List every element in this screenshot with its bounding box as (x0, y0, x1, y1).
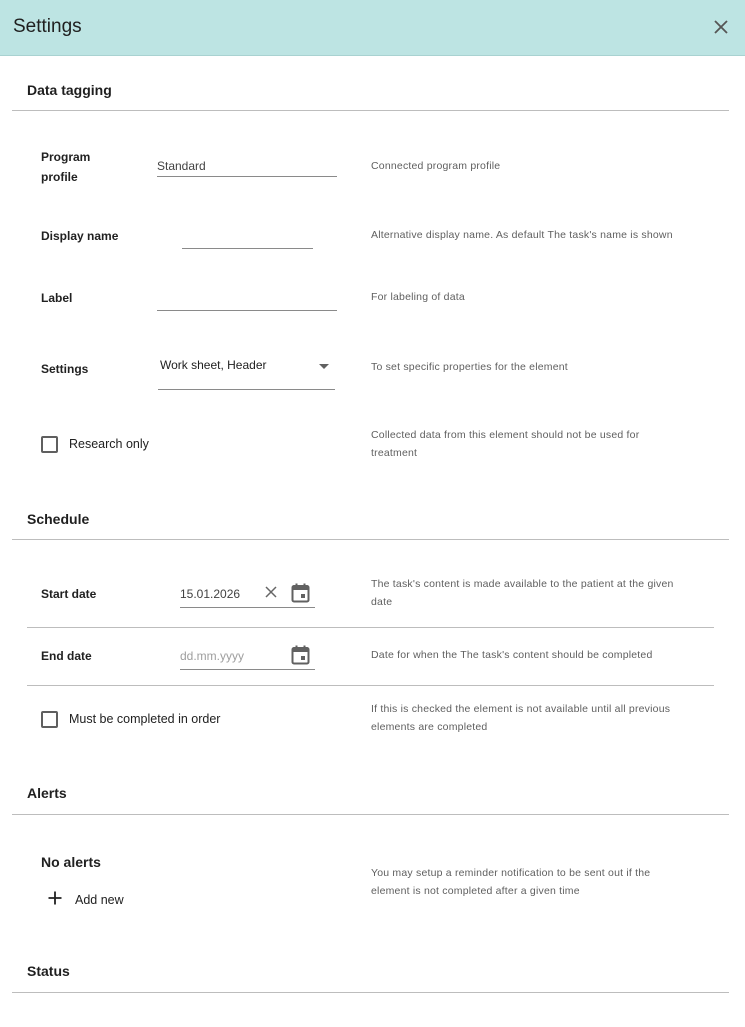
display-name-input[interactable] (182, 228, 313, 248)
in-order-label: Must be completed in order (69, 712, 221, 726)
calendar-icon[interactable] (291, 583, 310, 608)
section-title-schedule: Schedule (27, 511, 90, 527)
label-field[interactable] (157, 290, 337, 311)
program-profile-field[interactable] (157, 156, 337, 177)
end-date-field[interactable] (180, 642, 315, 670)
alerts-help-line2: element is not completed after a given time (371, 885, 580, 897)
start-date-field[interactable] (180, 580, 315, 608)
in-order-checkbox[interactable] (41, 711, 58, 728)
in-order-help (371, 700, 670, 736)
section-divider (12, 814, 729, 815)
start-date-label: Start date (41, 587, 97, 601)
settings-help: To set specific properties for the element (371, 361, 568, 373)
dialog-header (0, 0, 745, 56)
section-title-data-tagging: Data tagging (27, 82, 112, 98)
program-profile-input[interactable] (157, 156, 337, 176)
section-title-alerts: Alerts (27, 785, 67, 801)
settings-label: Settings (41, 362, 89, 376)
program-profile-label-line2: profile (41, 170, 78, 184)
in-order-help-line2: elements are completed (371, 721, 488, 733)
section-title-status: Status (27, 963, 70, 979)
program-profile-help: Connected program profile (371, 160, 501, 172)
dropdown-arrow-icon (319, 364, 329, 369)
start-date-help-line1: The task's content is made available to the patient at the given (371, 578, 674, 590)
close-icon[interactable] (709, 15, 733, 39)
end-date-input[interactable] (180, 642, 280, 669)
program-profile-label-line1: Program (41, 150, 91, 164)
end-date-label: End date (41, 649, 92, 663)
start-date-help-line2: date (371, 596, 393, 608)
display-name-help: Alternative display name. As default The task's name is shown (371, 229, 673, 241)
research-only-help-line2: treatment (371, 447, 418, 459)
section-divider (12, 992, 729, 993)
calendar-icon[interactable] (291, 645, 310, 670)
alerts-help-line1: You may setup a reminder notification to be sent out if the (371, 867, 651, 879)
label-field-label: Label (41, 291, 73, 305)
settings-select-value: Work sheet, Header (160, 358, 267, 372)
settings-select[interactable] (158, 350, 335, 390)
row-divider (27, 627, 714, 628)
research-only-help (371, 426, 639, 462)
research-only-label: Research only (69, 437, 149, 451)
alerts-help (371, 864, 650, 900)
research-only-help-line1: Collected data from this element should not be used for (371, 429, 640, 441)
section-divider (12, 539, 729, 540)
end-date-help: Date for when the The task's content should be completed (371, 649, 653, 661)
start-date-input[interactable] (180, 580, 260, 607)
plus-icon (47, 890, 63, 911)
research-only-checkbox[interactable] (41, 436, 58, 453)
dialog-title: Settings (13, 16, 82, 37)
row-divider (27, 685, 714, 686)
add-new-label: Add new (75, 893, 124, 907)
no-alerts-text: No alerts (41, 854, 101, 870)
start-date-help (371, 575, 674, 611)
in-order-help-line1: If this is checked the element is not available until all previous (371, 703, 671, 715)
display-name-field[interactable] (182, 228, 313, 249)
label-input[interactable] (157, 290, 337, 310)
label-help: For labeling of data (371, 291, 465, 303)
section-divider (12, 110, 729, 111)
program-profile-label (41, 147, 90, 187)
add-new-alert-button[interactable] (47, 889, 124, 911)
clear-icon[interactable] (264, 585, 278, 604)
display-name-label: Display name (41, 229, 119, 243)
